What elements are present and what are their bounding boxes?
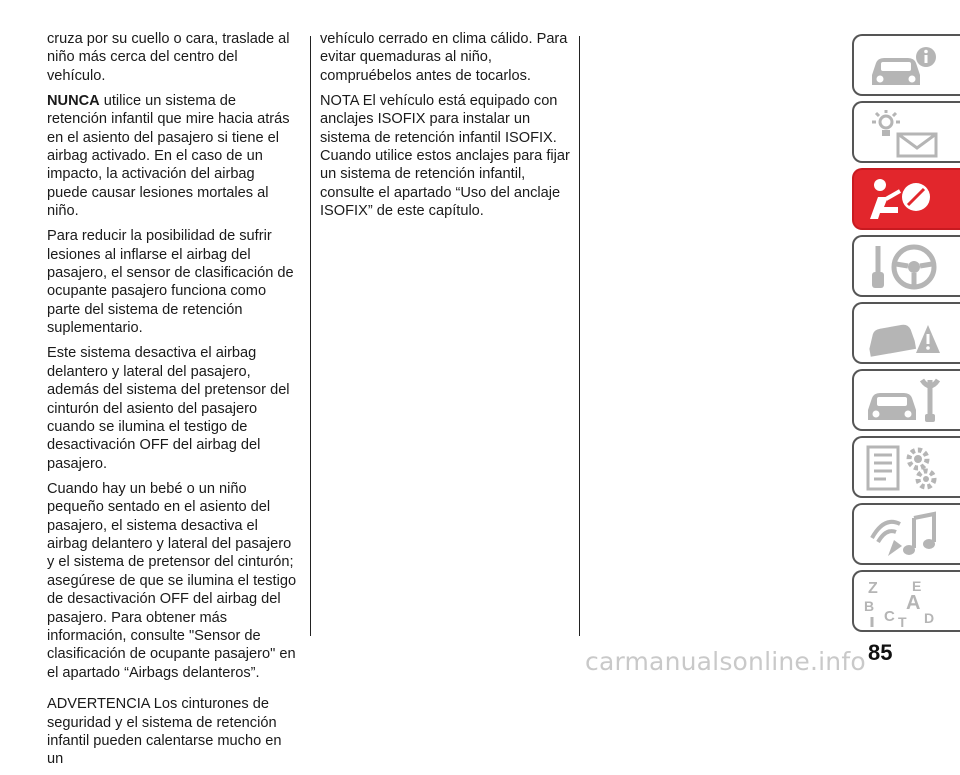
note-paragraph: NOTA El vehículo está equipado con anclajes ISOFIX para instalar un sistema de retención infantil ISOFIX. Cuando utilice estos anclajes para fijar un sistema de retención infantil, consulte el apartado “Uso del anclaje ISOFIX” de este capítulo. <box>320 92 570 220</box>
multimedia-note-icon <box>864 510 944 560</box>
tab-technical-specs[interactable] <box>852 436 960 498</box>
paragraph: Este sistema desactiva el airbag delantero y lateral del pasajero, además del sistema del pretensor del cinturón del asiento del pasajero cuando se ilumina el testigo de desactivación OFF del airbag del pasajero. <box>47 345 290 472</box>
lights-envelope-icon <box>864 108 944 158</box>
seat-airbag-icon <box>864 175 944 225</box>
text-column-left <box>47 30 299 775</box>
paragraph: Para reducir la posibilidad de sufrir lesiones al inflarse el airbag del pasajero, el sensor de clasificación de ocupante pasajero funciona como parte del sistema de retención suplementario. <box>47 228 294 337</box>
tab-car-info[interactable] <box>852 34 960 96</box>
index-letter: T <box>898 614 907 630</box>
tab-emergency[interactable] <box>852 302 960 364</box>
car-wrench-icon <box>864 376 944 426</box>
tab-safety[interactable] <box>852 168 960 230</box>
specs-gear-icon <box>864 443 944 493</box>
paragraph-text: utilice un sistema de retención infantil que mire hacia atrás en el asiento del pasajero si tiene el airbag activado. En el caso de un impacto, la activación del airbag puede causar lesiones mortales al niño. <box>47 92 290 220</box>
index-letter: Z <box>868 580 878 597</box>
warning-keyword: NUNCA <box>47 92 100 109</box>
tab-starting-driving[interactable] <box>852 235 960 297</box>
paragraph: Cuando hay un bebé o un niño pequeño sentado en el asiento del pasajero, el sistema desactiva el airbag delantero y lateral del pasajero y el sistema de pretensor del cinturón; asegúrese de que se ilumina el testigo de desactivación OFF del airbag del pasajero. Para obtener más información, consulte "Sensor de clasificación de ocupante pasajero" en el apartado “Airbags delanteros”. <box>47 480 297 681</box>
tab-multimedia[interactable] <box>852 503 960 565</box>
text-column-right <box>320 30 572 227</box>
index-letter: A <box>906 592 921 614</box>
tab-lights-messages[interactable] <box>852 101 960 163</box>
alphabetical-index-icon <box>864 577 944 630</box>
index-letter: C <box>884 608 895 625</box>
paragraph: vehículo cerrado en clima cálido. Para evitar quemaduras al niño, compruébelos antes de tocarlos. <box>320 31 568 84</box>
column-divider <box>579 36 580 636</box>
watermark: carmanualsonline.info <box>585 647 866 676</box>
paragraph: cruza por su cuello o cara, traslade al niño más cerca del centro del vehículo. <box>47 31 290 84</box>
warning-paragraph: ADVERTENCIA Los cinturones de seguridad y el sistema de retención infantil pueden calentarse mucho en un <box>47 696 282 768</box>
paragraph <box>47 92 299 221</box>
index-letter: B <box>864 598 875 614</box>
index-letter: E <box>912 578 922 594</box>
car-info-icon <box>864 41 944 91</box>
index-letter: D <box>924 610 935 626</box>
tab-index[interactable] <box>852 570 960 632</box>
column-divider <box>310 36 311 636</box>
key-steering-wheel-icon <box>864 242 944 292</box>
car-breakdown-warning-icon <box>864 309 944 359</box>
tab-maintenance[interactable] <box>852 369 960 431</box>
page-number: 85 <box>868 640 893 665</box>
